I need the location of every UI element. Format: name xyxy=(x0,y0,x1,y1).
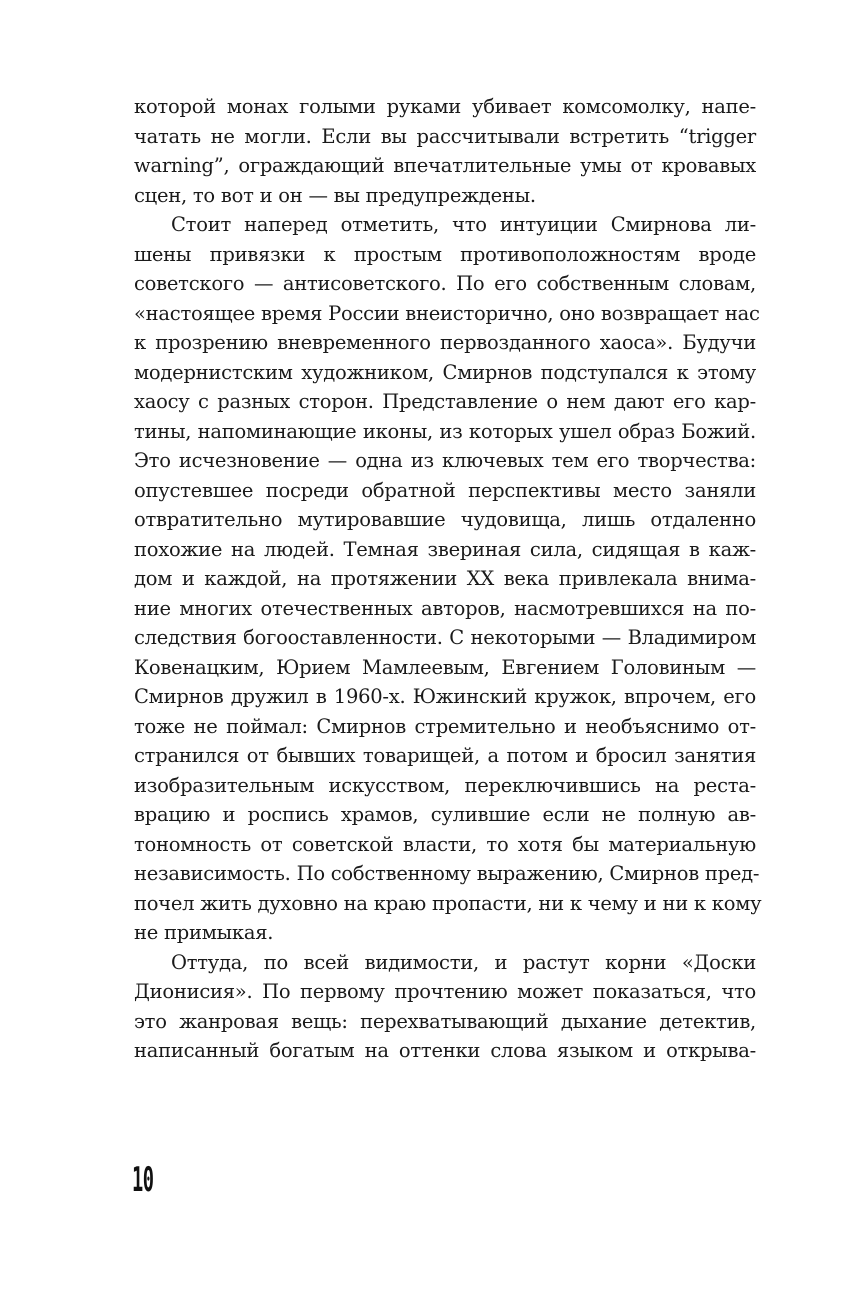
text-line: дом и каждой, на протяжении XX века привлекала внима- xyxy=(134,567,756,590)
text-line: тономность от советской власти, то хотя бы материальную xyxy=(134,832,756,856)
text-line: модернистским художником, Смирнов подступался к этому xyxy=(134,360,756,384)
text-line: чатать не могли. Если вы рассчитывали встретить “trigger xyxy=(134,124,756,148)
text-line: опустевшее посреди обратной перспективы место заняли xyxy=(134,478,756,502)
page-number: 10 xyxy=(132,1160,154,1200)
text-line: написанный богатым на оттенки слова языком и открыва- xyxy=(134,1039,756,1062)
text-line: Смирнов дружил в 1960-х. Южинский кружок, впрочем, его xyxy=(134,685,756,708)
text-line: похожие на людей. Темная звериная сила, сидящая в каж- xyxy=(134,537,756,561)
text-line: советского — антисоветского. По его собственным словам, xyxy=(134,272,756,295)
text-line: отвратительно мутировавшие чудовища, лишь отдаленно xyxy=(134,508,756,531)
body-text xyxy=(134,92,762,1066)
text-line: к прозрению вневременного первозданного хаоса». Будучи xyxy=(134,331,756,354)
text-line: независимость. По собственному выражению, Смирнов пред- xyxy=(134,862,760,885)
text-line: Дионисия». По первому прочтению может показаться, что xyxy=(134,980,756,1003)
text-line: не примыкая. xyxy=(134,921,274,944)
text-line: Стоит наперед отметить, что интуиции Смирнова ли- xyxy=(171,213,756,236)
text-line: это жанровая вещь: перехватывающий дыхание детектив, xyxy=(134,1009,756,1033)
text-line: врацию и роспись храмов, сулившие если не полную ав- xyxy=(134,803,756,826)
text-line: сцен, то вот и он — вы предупреждены. xyxy=(134,183,536,207)
text-line: Это исчезновение — одна из ключевых тем его творчества: xyxy=(134,449,756,472)
text-line: Ковенацким, Юрием Мамлеевым, Евгением Головиным — xyxy=(134,655,756,679)
text-line: хаосу с разных сторон. Представление о нем дают его кар- xyxy=(134,390,756,413)
text-line: тины, напоминающие иконы, из которых ушел образ Божий. xyxy=(134,419,756,443)
text-line: странился от бывших товарищей, а потом и бросил занятия xyxy=(134,744,756,767)
text-line: warning”, ограждающий впечатлительные умы от кровавых xyxy=(134,154,756,177)
text-line: шены привязки к простым противоположностям вроде xyxy=(134,242,756,266)
text-line: которой монах голыми руками убивает комсомолку, напе- xyxy=(134,95,756,118)
text-line: следствия богооставленности. С некоторыми — Владимиром xyxy=(134,626,756,649)
text-line: ние многих отечественных авторов, насмотревшихся на по- xyxy=(134,596,756,620)
text-line: изобразительным искусством, переключившись на реста- xyxy=(134,773,756,797)
text-line: почел жить духовно на краю пропасти, ни к чему и ни к кому xyxy=(134,891,762,915)
text-line: «настоящее время России внеисторично, оно возвращает нас xyxy=(134,301,760,325)
text-line: тоже не поймал: Смирнов стремительно и необъяснимо от- xyxy=(134,714,756,738)
text-line: Оттуда, по всей видимости, и растут корни «Доски xyxy=(171,950,756,974)
